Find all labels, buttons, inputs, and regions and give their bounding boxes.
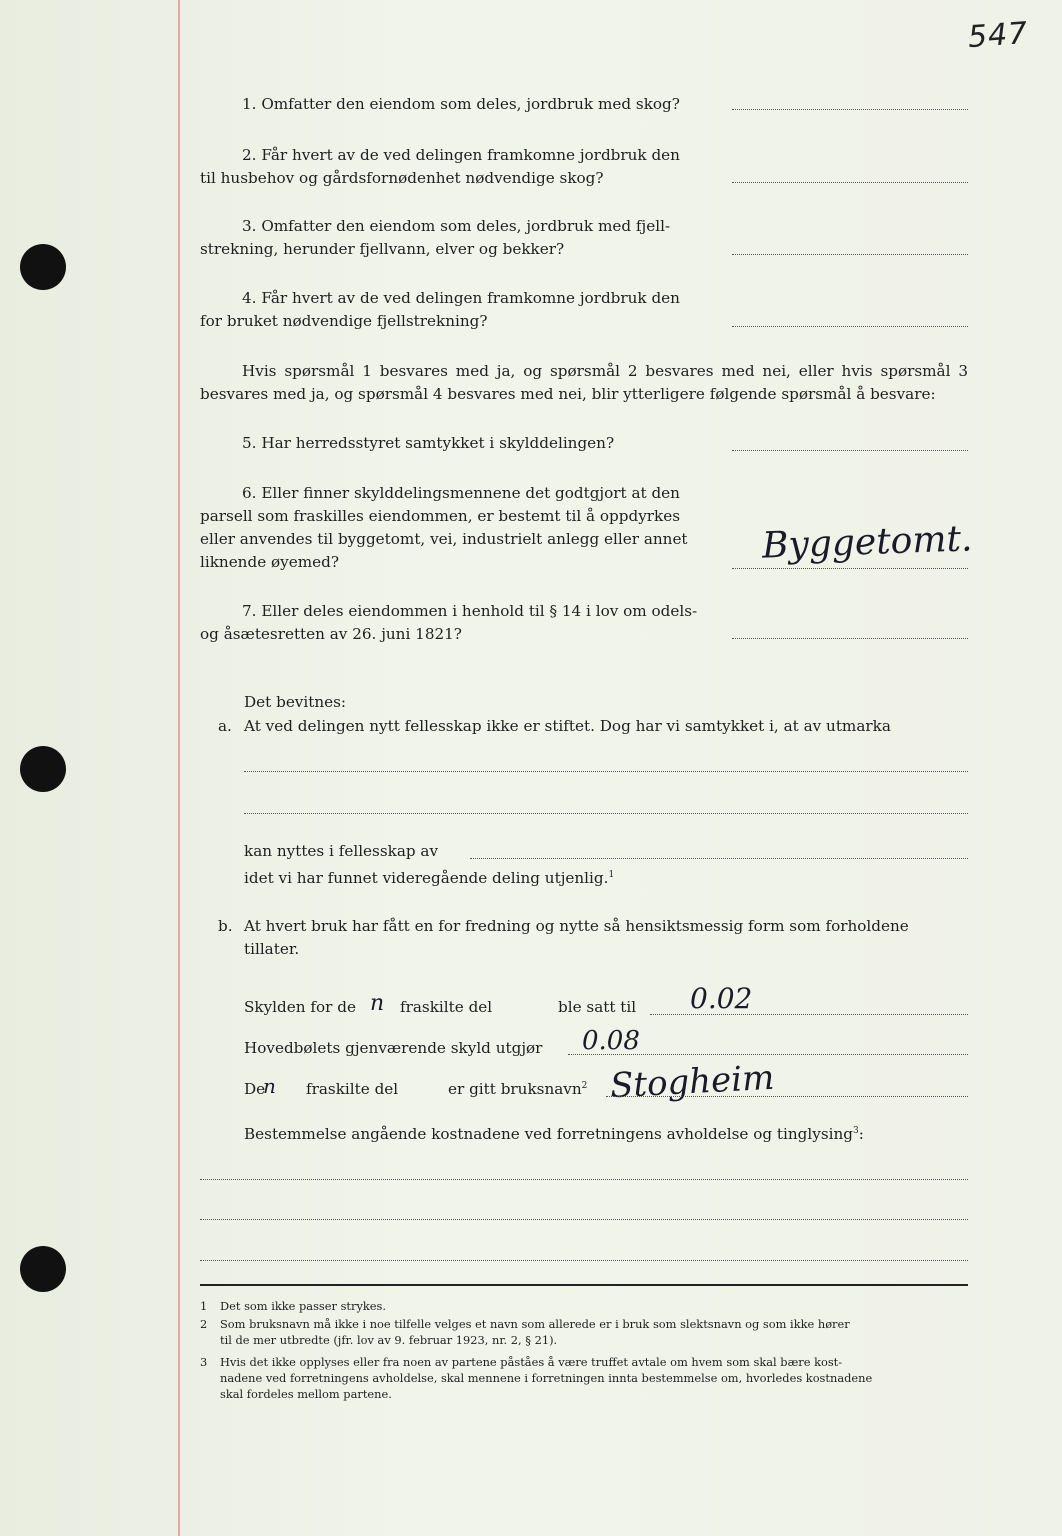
- kostnad-label: Bestemmelse angående kostnadene ved forretningens avholdelse og tinglysing$^3$:: [244, 1125, 864, 1143]
- answer-line-3: [732, 254, 968, 255]
- bruksnavn-line: [606, 1096, 968, 1097]
- bruksnavn-hand-n: n: [263, 1074, 276, 1098]
- page-number: 547: [966, 15, 1030, 56]
- skyld-prefix: Skylden for de: [244, 998, 356, 1016]
- answer-line-6: [732, 568, 968, 569]
- skyld-line: [650, 1014, 968, 1015]
- kostnad-line-2: [200, 1219, 968, 1220]
- kostnad-line-3: [200, 1260, 968, 1261]
- hoved-value: 0.08: [582, 1026, 640, 1056]
- item-b-label: b.: [218, 917, 233, 935]
- bruksnavn-prefix: De: [244, 1080, 266, 1098]
- question-5: 5. Har herredsstyret samtykket i skylddelingen?: [242, 434, 615, 452]
- kostnad-line-1: [200, 1179, 968, 1180]
- skyld-suffix: ble satt til: [558, 998, 637, 1016]
- common-use-label: kan nyttes i fellesskap av: [244, 842, 439, 860]
- question-3: 3. Omfatter den eiendom som deles, jordbruk med fjell- strekning, herunder fjellvann, elver og bekker?: [200, 217, 671, 258]
- question-1: 1. Omfatter den eiendom som deles, jordbruk med skog?: [242, 95, 680, 113]
- answer-line-5: [732, 450, 968, 451]
- item-a-label: a.: [218, 717, 232, 735]
- answer-line-2: [732, 182, 968, 183]
- punch-hole: [20, 244, 66, 290]
- question-6: 6. Eller finner skylddelingsmennene det godtgjort at den parsell som fraskilles eiendommen, er bestemt til å oppdyrkes eller anvendes til byggetomt, vei, industrielt anlegg eller annet liknende øyemed?: [200, 484, 688, 571]
- hoved-label: Hovedbølets gjenværende skyld utgjør: [244, 1039, 543, 1057]
- item-b-text-2: tillater.: [244, 940, 300, 958]
- hoved-line: [568, 1054, 968, 1055]
- footnote-separator: [200, 1284, 968, 1286]
- footnote-2: 2 Som bruksnavn må ikke i noe tilfelle velges et navn som allerede er i bruk som slektsnavn og som ikke hører til de mer utbredte (jfr. lov av 9. februar 1923, nr. 2, § 21).: [200, 1317, 850, 1347]
- answer-line-7: [732, 638, 968, 639]
- instruction-paragraph: Hvis spørsmål 1 besvares med ja, og spørsmål 2 besvares med nei, eller hvis spørsmål 3 besvares med ja, og spørsmål 4 besvares med nei, blir ytterligere følgende spørsmål å besvare:: [200, 362, 968, 403]
- utmark-line-2: [244, 813, 968, 814]
- answer-line-1: [732, 109, 968, 110]
- question-7: 7. Eller deles eiendommen i henhold til § 14 i lov om odels- og åsætesretten av 26. juni 1821?: [200, 602, 698, 643]
- utmark-line-1: [244, 771, 968, 772]
- bruksnavn-middle: fraskilte del: [306, 1080, 399, 1098]
- item-b-text-1: At hvert bruk har fått en for fredning og nytte så hensiktsmessig form som forholdene: [244, 917, 909, 935]
- question-4: 4. Får hvert av de ved delingen framkomne jordbruk den for bruket nødvendige fjellstrekning?: [200, 289, 680, 330]
- common-use-line: [470, 858, 968, 859]
- item-a-text: At ved delingen nytt fellesskap ikke er stiftet. Dog har vi samtykket i, at av utmarka: [244, 717, 891, 735]
- deling-reason: idet vi har funnet videregående deling utjenlig.$^1$: [244, 869, 615, 887]
- skyld-hand-n: n: [370, 991, 385, 1016]
- answer-line-4: [732, 326, 968, 327]
- punch-hole: [20, 746, 66, 792]
- skyld-value: 0.02: [690, 982, 753, 1015]
- skyld-middle: fraskilte del: [400, 998, 493, 1016]
- handwritten-answer-6: Byggetomt.: [761, 518, 974, 567]
- bruksnavn-suffix: er gitt bruksnavn$^2$: [448, 1080, 588, 1098]
- footnote-1: 1 Det som ikke passer strykes.: [200, 1299, 386, 1313]
- bruksnavn-value: Stoghеim: [609, 1057, 776, 1107]
- red-margin-line: [178, 0, 180, 1536]
- punch-hole: [20, 1246, 66, 1292]
- question-2: 2. Får hvert av de ved delingen framkomne jordbruk den til husbehov og gårdsfornødenhet nødvendige skog?: [200, 146, 680, 187]
- certify-heading: Det bevitnes:: [244, 693, 347, 711]
- footnote-3: 3 Hvis det ikke opplyses eller fra noen av partene påståes å være truffet avtale om hvem som skal bære kost- nadene ved forretningens avholdelse, skal mennene i forretningen innta bestemmelse om, hvorledes kostnadene skal fordeles mellom partene.: [200, 1355, 873, 1401]
